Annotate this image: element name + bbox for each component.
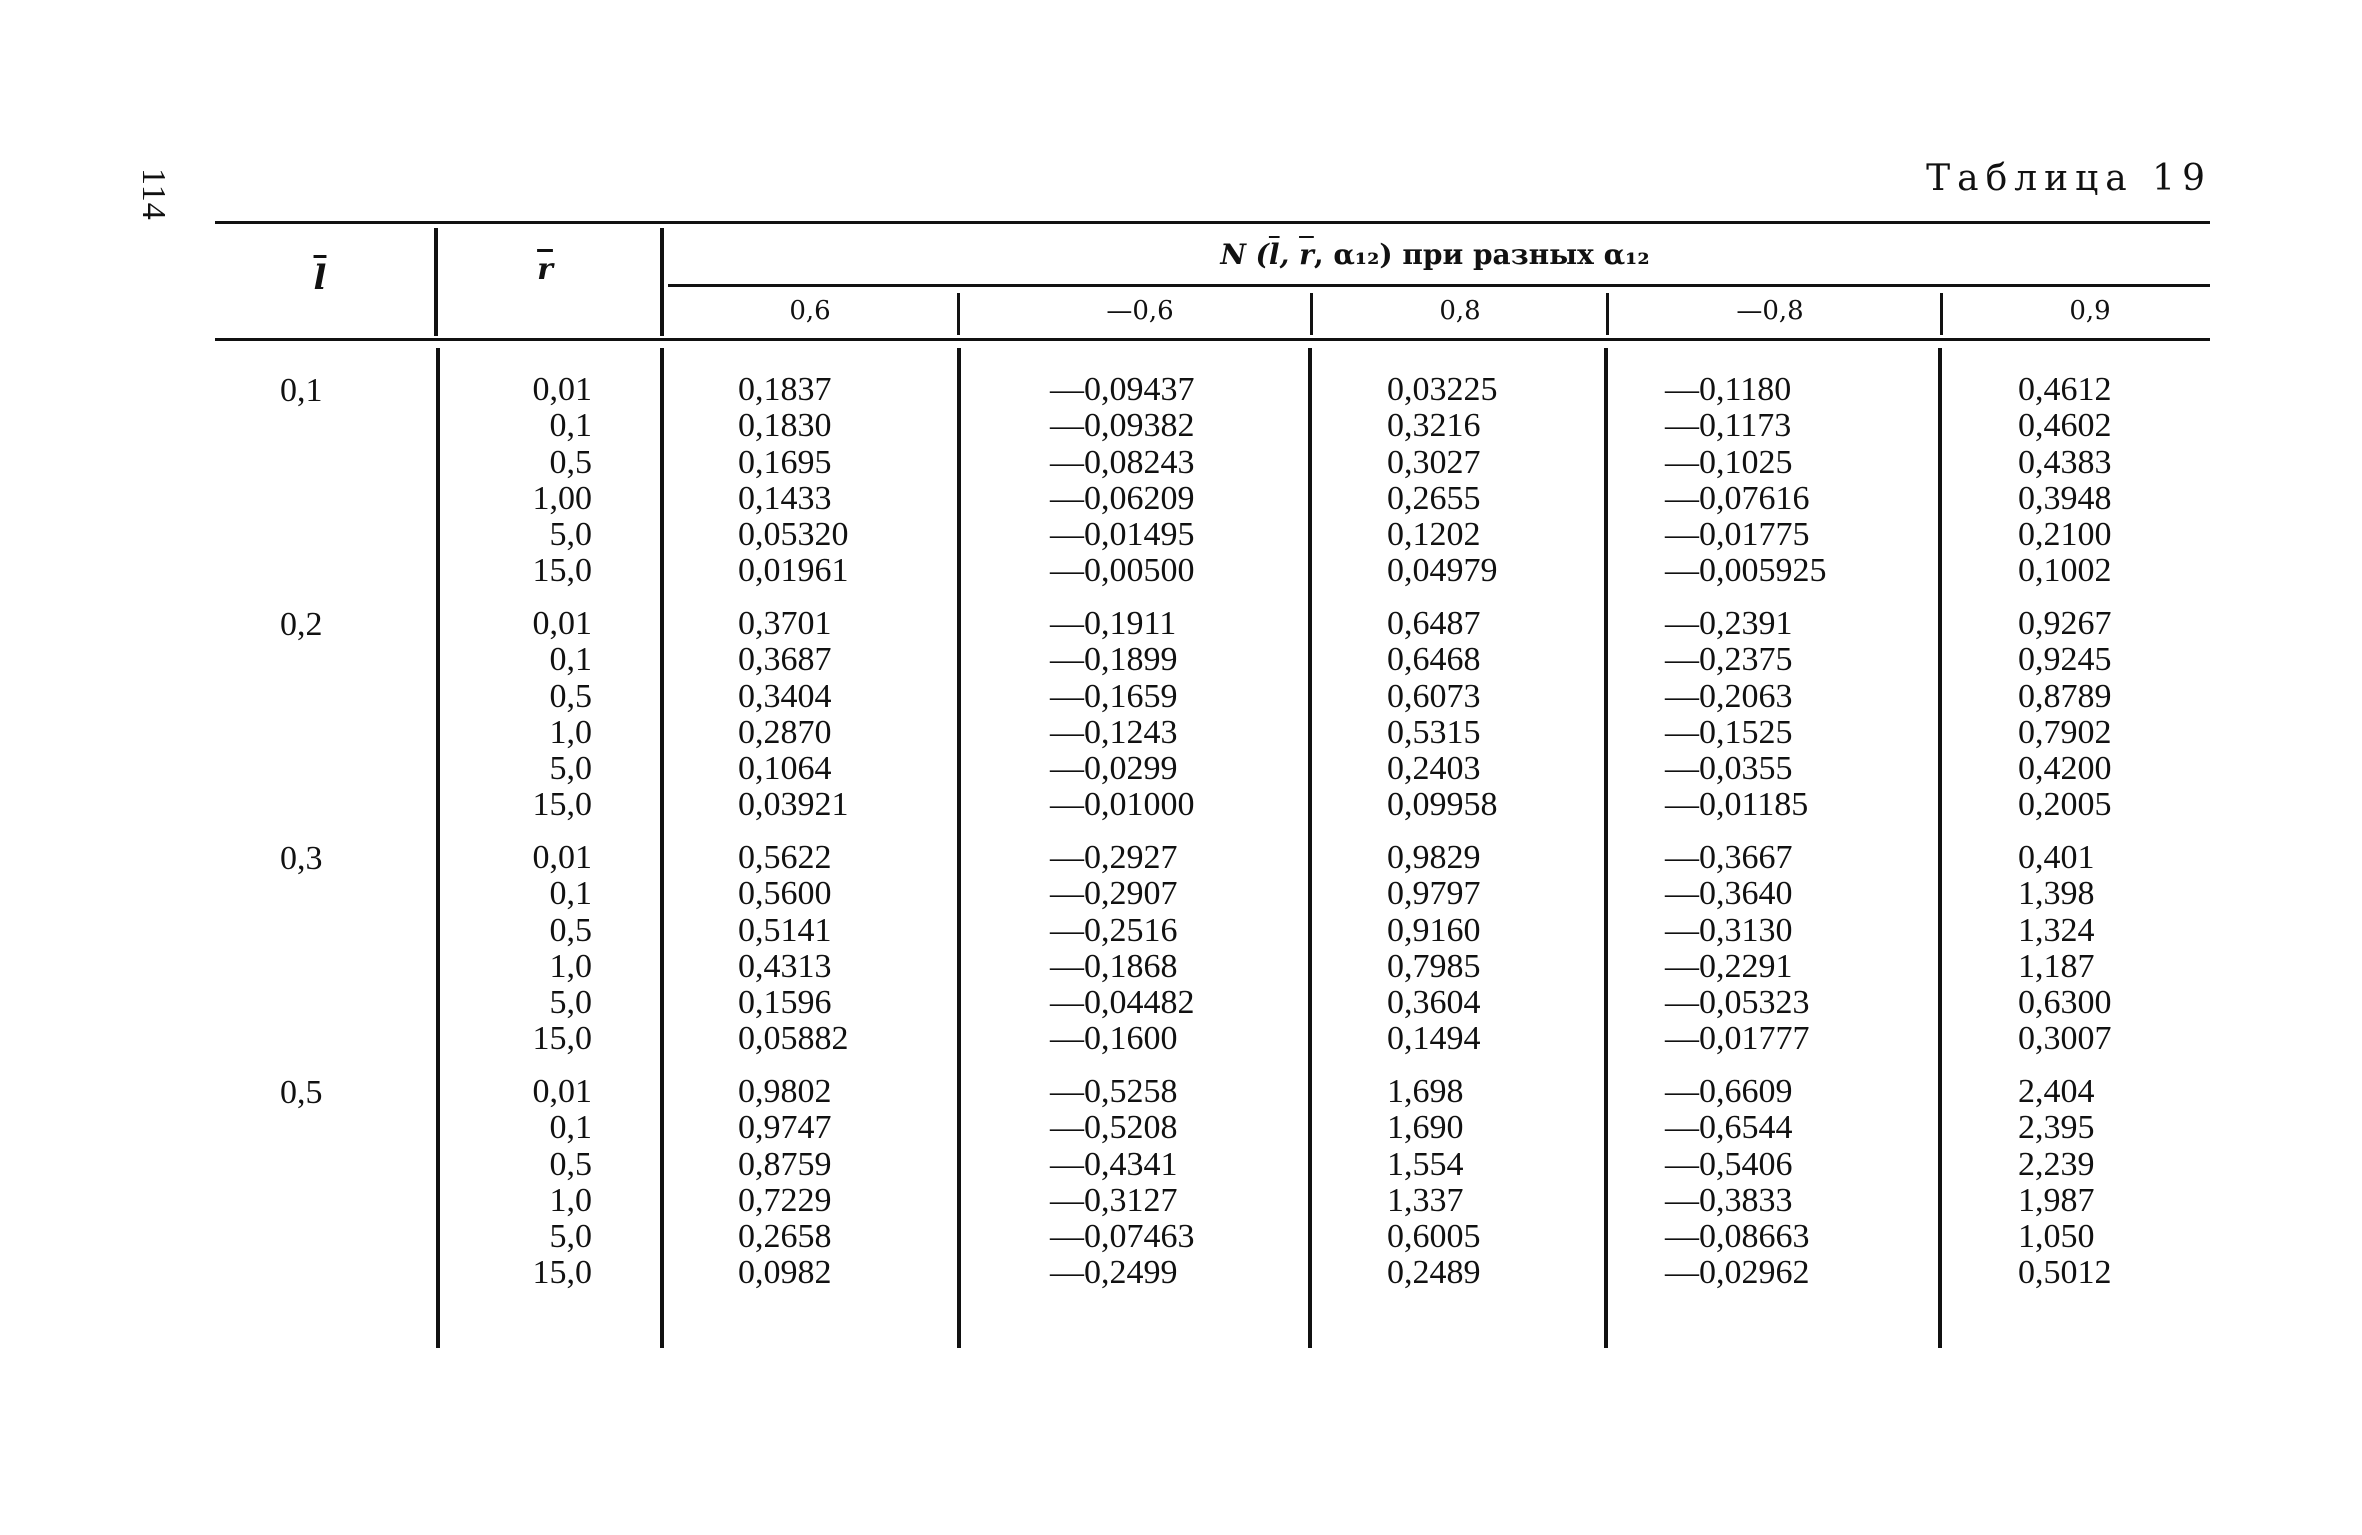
table-cell: —0,5406	[1665, 1145, 1793, 1183]
table-cell: 0,0982	[738, 1254, 832, 1292]
table-cell: —0,2291	[1665, 947, 1793, 985]
column-alpha-5	[2018, 372, 2112, 1308]
table-cell: 0,01	[532, 1073, 592, 1110]
table-cell: —0,2516	[1050, 911, 1178, 949]
table-cell: —0,01775	[1665, 516, 1810, 554]
table-cell: —0,04482	[1050, 984, 1195, 1022]
table-cell: —0,1659	[1050, 677, 1178, 715]
header-l	[290, 258, 350, 298]
table-cell: 1,337	[1387, 1181, 1464, 1219]
table-cell: —0,3130	[1665, 911, 1793, 949]
table-cell: 1,050	[2018, 1218, 2095, 1256]
row-group	[738, 840, 849, 1074]
vline-a2-a3-header	[1310, 293, 1313, 335]
table-cell: 0,9802	[738, 1073, 832, 1110]
table-cell: 1,324	[2018, 911, 2095, 949]
table-cell: 0,4313	[738, 947, 832, 985]
table-cell: —0,3640	[1665, 875, 1793, 913]
table-cell: 0,401	[2018, 839, 2095, 876]
vline-a4-a5-header	[1940, 293, 1943, 335]
table-cell: —0,2063	[1665, 677, 1793, 715]
table-cell: —0,01495	[1050, 516, 1195, 554]
table-cell: —0,1025	[1665, 443, 1793, 481]
table-cell: 0,3701	[738, 605, 832, 642]
table-cell: 0,9245	[2018, 641, 2112, 679]
table-cell: 0,03225	[1387, 371, 1498, 408]
table-cell: —0,1868	[1050, 947, 1178, 985]
table-cell: 0,1695	[738, 443, 832, 481]
table-cell: —0,07616	[1665, 479, 1810, 517]
table-cell: 15,0	[532, 1254, 592, 1292]
row-group	[1050, 840, 1195, 1074]
vline-a1-a2-header	[957, 293, 960, 335]
table-cell: —0,01777	[1665, 1020, 1810, 1058]
row-group	[738, 1074, 849, 1308]
table-cell: 0,1	[549, 407, 592, 445]
header-bottom-rule	[215, 338, 2210, 341]
vline-a3-a4-header	[1606, 293, 1609, 335]
group-header-rule	[668, 284, 2210, 287]
table-cell: 2,395	[2018, 1109, 2095, 1147]
table-cell: 0,3007	[2018, 1020, 2112, 1058]
table-cell: 0,09958	[1387, 786, 1498, 824]
table-cell: 0,1002	[2018, 552, 2112, 590]
table-cell: —0,2907	[1050, 875, 1178, 913]
alpha-header-4: —0,8	[1736, 296, 1804, 326]
table-cell: 0,2100	[2018, 516, 2112, 554]
l-value: 0,3	[280, 840, 323, 877]
table-cell: 0,1830	[738, 407, 832, 445]
table-cell: 0,2655	[1387, 479, 1481, 517]
table-cell: —0,1180	[1665, 371, 1792, 408]
table-cell: 0,05320	[738, 516, 849, 554]
table-cell: 0,2870	[738, 713, 832, 751]
row-group	[1665, 606, 1827, 840]
table-cell: —0,00500	[1050, 552, 1195, 590]
header-r	[515, 252, 575, 287]
alpha-header-5: 0,9	[2069, 296, 2111, 326]
table-cell: —0,1600	[1050, 1020, 1178, 1058]
table-cell: 0,05882	[738, 1020, 849, 1058]
table-cell: —0,0299	[1050, 750, 1178, 788]
table-cell: 0,4612	[2018, 371, 2112, 408]
table-cell: —0,3833	[1665, 1181, 1793, 1219]
table-cell: —0,3667	[1665, 839, 1793, 876]
group-header	[660, 238, 2210, 271]
group-header-l: $\overline{l}$	[1268, 238, 1280, 271]
row-group	[738, 372, 849, 606]
table-cell: 1,987	[2018, 1181, 2095, 1219]
table-cell: 0,4200	[2018, 750, 2112, 788]
table-cell: 5,0	[549, 516, 592, 554]
row-group	[1665, 840, 1827, 1074]
table-cell: —0,0355	[1665, 750, 1793, 788]
row-group	[2018, 606, 2112, 840]
table-cell: 0,6073	[1387, 677, 1481, 715]
table-cell: 0,01961	[738, 552, 849, 590]
table-cell: —0,4341	[1050, 1145, 1178, 1183]
vline-l-r-body	[436, 348, 440, 1348]
table-cell: 0,8789	[2018, 677, 2112, 715]
table-cell: 0,1	[549, 875, 592, 913]
table-cell: —0,01185	[1665, 786, 1809, 824]
table-cell: 5,0	[549, 984, 592, 1022]
table-cell: 5,0	[549, 750, 592, 788]
group-header-sep: ,	[1279, 238, 1300, 271]
table-cell: 0,1	[549, 641, 592, 679]
table-cell: 0,3404	[738, 677, 832, 715]
row-group	[1387, 372, 1498, 606]
table-cell: 0,2489	[1387, 1254, 1481, 1292]
page-number: 114	[135, 168, 172, 221]
table-cell: 0,5141	[738, 911, 832, 949]
table-cell: —0,2927	[1050, 839, 1178, 876]
group-header-r: $\overline{r}$	[1299, 238, 1314, 271]
row-group	[2018, 372, 2112, 606]
row-group	[1387, 606, 1498, 840]
alpha-header-1: 0,6	[789, 296, 831, 326]
table-cell: 1,00	[532, 479, 592, 517]
table-cell: 2,404	[2018, 1073, 2095, 1110]
table-cell: —0,07463	[1050, 1218, 1195, 1256]
row-group	[1665, 1074, 1827, 1308]
row-group	[500, 840, 592, 1074]
table-cell: —0,2391	[1665, 605, 1793, 642]
column-alpha-1	[738, 372, 849, 1308]
table-cell: 0,04979	[1387, 552, 1498, 590]
row-group	[738, 606, 849, 840]
table-cell: —0,5258	[1050, 1073, 1178, 1110]
table-cell: —0,08243	[1050, 443, 1195, 481]
table-cell: 0,01	[532, 605, 592, 642]
vline-r-group-body	[660, 348, 664, 1348]
table-cell: —0,08663	[1665, 1218, 1810, 1256]
vline-a1-a2-body	[957, 348, 961, 1348]
column-r	[500, 372, 592, 1308]
table-cell: 0,5012	[2018, 1254, 2112, 1292]
table-cell: 0,6487	[1387, 605, 1481, 642]
table-cell: —0,02962	[1665, 1254, 1810, 1292]
table-cell: 0,9797	[1387, 875, 1481, 913]
table-cell: —0,09382	[1050, 407, 1195, 445]
table-title: Таблица 19	[1926, 158, 2212, 199]
table-cell: 0,5	[549, 911, 592, 949]
table-cell: 0,2658	[738, 1218, 832, 1256]
table-cell: 0,8759	[738, 1145, 832, 1183]
column-alpha-3	[1387, 372, 1498, 1308]
table-cell: 0,3604	[1387, 984, 1481, 1022]
table-cell: —0,6609	[1665, 1073, 1793, 1110]
table-cell: 1,0	[549, 947, 592, 985]
l-value: 0,2	[280, 606, 323, 643]
table-cell: 15,0	[532, 786, 592, 824]
row-group	[500, 1074, 592, 1308]
table-cell: 0,4383	[2018, 443, 2112, 481]
vline-a4-a5-body	[1938, 348, 1942, 1348]
table-cell: 0,5	[549, 443, 592, 481]
table-cell: 0,2005	[2018, 786, 2112, 824]
table-cell: —0,1173	[1665, 407, 1792, 445]
table-cell: 0,3948	[2018, 479, 2112, 517]
table-cell: 0,1202	[1387, 516, 1481, 554]
table-cell: 0,9747	[738, 1109, 832, 1147]
table-cell: 1,398	[2018, 875, 2095, 913]
table-cell: —0,1911	[1050, 605, 1177, 642]
table-cell: 1,187	[2018, 947, 2095, 985]
row-group	[500, 372, 592, 606]
table-cell: 0,6468	[1387, 641, 1481, 679]
table-cell: 0,7229	[738, 1181, 832, 1219]
table-cell: 0,1837	[738, 371, 832, 408]
table-cell: 0,9267	[2018, 605, 2112, 642]
table-cell: 0,1064	[738, 750, 832, 788]
table-cell: —0,1243	[1050, 713, 1178, 751]
vline-a2-a3-body	[1308, 348, 1312, 1348]
table-cell: 1,690	[1387, 1109, 1464, 1147]
group-header-prefix: N (	[1220, 238, 1269, 271]
table-cell: —0,6544	[1665, 1109, 1793, 1147]
table-cell: 0,5	[549, 677, 592, 715]
row-group	[1050, 606, 1195, 840]
table-cell: —0,1899	[1050, 641, 1178, 679]
table-cell: —0,5208	[1050, 1109, 1178, 1147]
table-cell: 0,5315	[1387, 713, 1481, 751]
table-cell: —0,2375	[1665, 641, 1793, 679]
table-cell: 0,3027	[1387, 443, 1481, 481]
header-l-label: $\overline{l}$	[313, 258, 327, 298]
row-group	[1387, 1074, 1498, 1308]
table-cell: 0,03921	[738, 786, 849, 824]
table-cell: 0,3687	[738, 641, 832, 679]
table-cell: 0,4602	[2018, 407, 2112, 445]
table-cell: 0,9160	[1387, 911, 1481, 949]
table-cell: 0,5600	[738, 875, 832, 913]
table-cell: 0,3216	[1387, 407, 1481, 445]
table-cell: 0,6300	[2018, 984, 2112, 1022]
l-value: 0,5	[280, 1074, 323, 1111]
table-cell: 1,698	[1387, 1073, 1464, 1110]
row-group	[2018, 840, 2112, 1074]
table-cell: 0,6005	[1387, 1218, 1481, 1256]
row-group	[1387, 840, 1498, 1074]
table-cell: —0,2499	[1050, 1254, 1178, 1292]
table-cell: —0,3127	[1050, 1181, 1178, 1219]
table-cell: 0,9829	[1387, 839, 1481, 876]
alpha-header-2: —0,6	[1106, 296, 1174, 326]
table-cell: 0,1494	[1387, 1020, 1481, 1058]
top-rule	[215, 221, 2210, 224]
table-cell: 0,5	[549, 1145, 592, 1183]
table-cell: —0,05323	[1665, 984, 1810, 1022]
row-group	[2018, 1074, 2112, 1308]
table-cell: —0,005925	[1665, 552, 1827, 590]
table-cell: 1,0	[549, 713, 592, 751]
row-group	[500, 606, 592, 840]
l-value: 0,1	[280, 372, 323, 409]
table-cell: 0,01	[532, 839, 592, 876]
table-cell: 0,1596	[738, 984, 832, 1022]
row-group	[1665, 372, 1827, 606]
table-cell: —0,09437	[1050, 371, 1195, 408]
table-cell: 0,1433	[738, 479, 832, 517]
row-group	[1050, 1074, 1195, 1308]
table-cell: 5,0	[549, 1218, 592, 1256]
vline-l-r-header	[434, 228, 438, 336]
vline-a3-a4-body	[1604, 348, 1608, 1348]
column-alpha-2	[1050, 372, 1195, 1308]
table-cell: 0,7985	[1387, 947, 1481, 985]
table-cell: 1,554	[1387, 1145, 1464, 1183]
table-cell: 2,239	[2018, 1145, 2095, 1183]
table-cell: 1,0	[549, 1181, 592, 1219]
table-cell: 15,0	[532, 1020, 592, 1058]
column-alpha-4	[1665, 372, 1827, 1308]
table-cell: 0,01	[532, 371, 592, 408]
table-cell: —0,06209	[1050, 479, 1195, 517]
table-cell: 0,5622	[738, 839, 832, 876]
table-cell: 15,0	[532, 552, 592, 590]
table-cell: 0,2403	[1387, 750, 1481, 788]
table-cell: —0,01000	[1050, 786, 1195, 824]
table-cell: 0,1	[549, 1109, 592, 1147]
alpha-header-3: 0,8	[1439, 296, 1481, 326]
table-cell: 0,7902	[2018, 713, 2112, 751]
row-group	[1050, 372, 1195, 606]
group-header-alpha: , α₁₂) при разных α₁₂	[1313, 238, 1650, 271]
table-cell: —0,1525	[1665, 713, 1793, 751]
header-r-label: $\overline{r}$	[537, 252, 553, 287]
